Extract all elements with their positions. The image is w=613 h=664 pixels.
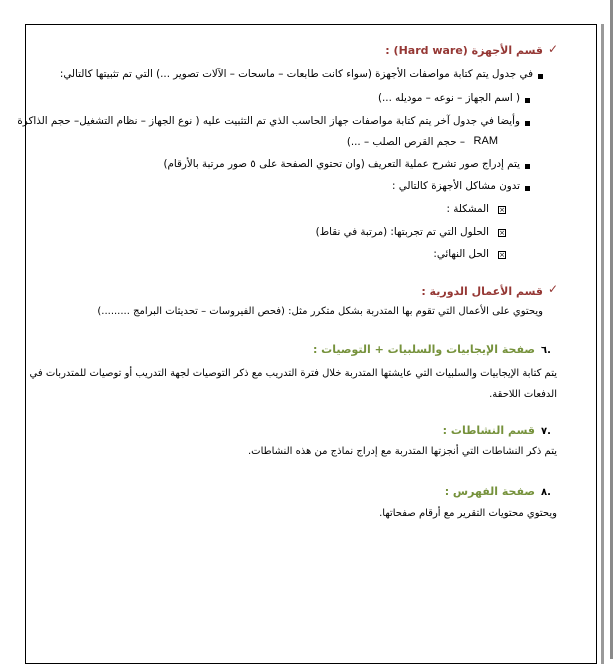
section-6-text-line-2: الدفعات اللاحقة. [489, 389, 557, 400]
section-6-text-line-1: يتم كتابة الإيجابيات والسلبيات التي عايشتها المتدربة خلال فترة التدريب مع ذكر التوصيات لجهة التدريب أو توصيات للمتدربات في [29, 368, 557, 379]
problem-item-tried-solutions: الحلول التي تم تجربتها: (مرتبة في نقاط) [315, 226, 489, 238]
hardware-bullet-3-ram: RAM [473, 135, 498, 147]
hardware-bullet-2: ( اسم الجهاز – نوعه – موديله ...) [378, 92, 520, 104]
hardware-bullet-3: وأيضا في جدول آخر يتم كتابة مواصفات جهاز الحاسب الذي تم التثبيت عليه ( نوع الجهاز – نظام التشغيل– حجم الذاكرة [17, 115, 520, 127]
bullet-icon [525, 98, 530, 103]
periodic-section-title: قسم الأعمال الدورية : [421, 285, 543, 298]
bullet-icon [525, 121, 530, 126]
section-8-title: صفحة الفهرس : [444, 485, 535, 498]
checkbox-x-icon: × [499, 251, 505, 259]
hardware-bullet-1: في جدول يتم كتابة مواصفات الأجهزة (سواء كانت طابعات – ماسحات – الآلات تصوير ...) التي تم تثبيتها كالتالي: [59, 68, 533, 80]
bullet-icon [525, 164, 530, 169]
section-8-number: ٨. [541, 487, 551, 498]
checkmark-icon: ✓ [547, 42, 558, 56]
hardware-bullet-4: يتم إدراج صور تشرح عملية التعريف (وان تحتوي الصفحة على ٥ صور مرتبة بالأرقام) [163, 158, 520, 170]
section-7-number: ٧. [541, 426, 551, 437]
hardware-bullet-5: تدون مشاكل الأجهزة كالتالي : [392, 180, 520, 192]
section-6-title: صفحة الإيجابيات والسلبيات + التوصيات : [312, 343, 535, 356]
checkmark-icon: ✓ [547, 282, 558, 296]
hardware-section-title: قسم الأجهزة (Hard ware) : [385, 44, 543, 57]
periodic-section-text: ويحتوي على الأعمال التي تقوم بها المتدربة بشكل متكرر مثل: (فحص الفيروسات – تحديثات البرامج .........) [97, 306, 543, 317]
section-6-number: ٦. [541, 345, 551, 356]
section-8-text: ويحتوي محتويات التقرير مع أرقام صفحاتها. [379, 508, 557, 519]
bullet-icon [525, 186, 530, 191]
checkbox-x-icon: × [499, 206, 505, 214]
problem-item-issue: المشكلة : [446, 203, 489, 215]
checkbox-x-icon: × [499, 229, 505, 237]
hardware-bullet-3-continued: – حجم القرص الصلب – ...) [346, 136, 465, 148]
problem-item-final-solution: الحل النهائي: [433, 248, 489, 260]
section-7-text: يتم ذكر النشاطات التي أنجزتها المتدربة مع إدراج نماذج من هذه النشاطات. [247, 446, 557, 457]
section-7-title: قسم النشاطات : [442, 424, 535, 437]
bullet-icon [538, 74, 543, 79]
